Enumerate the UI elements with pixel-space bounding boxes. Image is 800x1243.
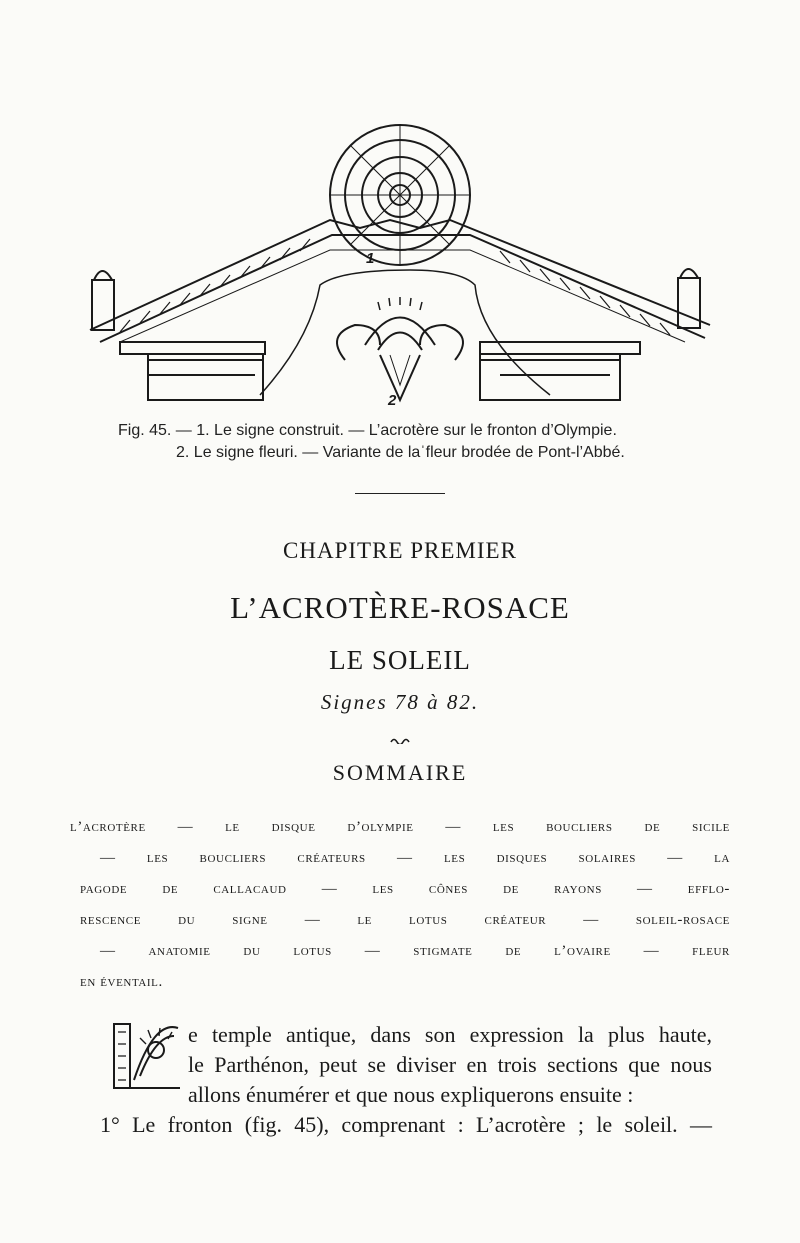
pediment-acroterion-drawing [80,110,720,410]
chapter-heading: CHAPITRE PREMIER [283,538,517,563]
body-text [100,1020,712,1140]
summary-line: rescence du signe — le lotus créateur — soleil-rosace [80,912,730,928]
summary-line: pagode de callacaud — les cônes de rayons — efflo- [80,881,730,897]
chapter-subtitle: LE SOLEIL [329,645,471,675]
body-line: 1° Le fronton (fig. 45), comprenant : L’acrotère ; le soleil. — [100,1112,712,1137]
summary-line: — les boucliers créateurs — les disques solaires — la [100,850,730,866]
summary-line: en éventail. [80,974,163,990]
figure-label-1: 1 [366,250,375,267]
figure-45-illustration [80,110,720,410]
signs-range: Signes 78 à 82. [320,690,480,714]
summary-line: — anatomie du lotus — stigmate de l’ovaire — fleur [100,943,730,959]
figure-label-2: 2 [388,392,397,409]
caption-line-2: 2. Le signe fleuri. — Variante de laˈfleur brodée de Pont-l’Abbé. [176,444,625,461]
chapter-title: L’ACROTÈRE-ROSACE [230,590,570,625]
figure-caption [118,420,625,464]
caption-line-1: Fig. 45. — 1. Le signe construit. — L’acrotère sur le fronton d’Olympie. [118,422,617,439]
body-line: allons énumérer et que nous expliquerons ensuite : [188,1082,634,1107]
body-line: le Parthénon, peut se diviser en trois sections que nous [188,1052,712,1077]
summary-line: l’acrotère — le disque d’olympie — les boucliers de sicile [70,819,730,835]
body-line: e temple antique, dans son expression la plus haute, [188,1022,712,1047]
ornament-tilde-icon [390,731,412,749]
sommaire-heading: SOMMAIRE [332,760,468,785]
summary-block [70,812,730,998]
separator-rule [355,493,445,494]
